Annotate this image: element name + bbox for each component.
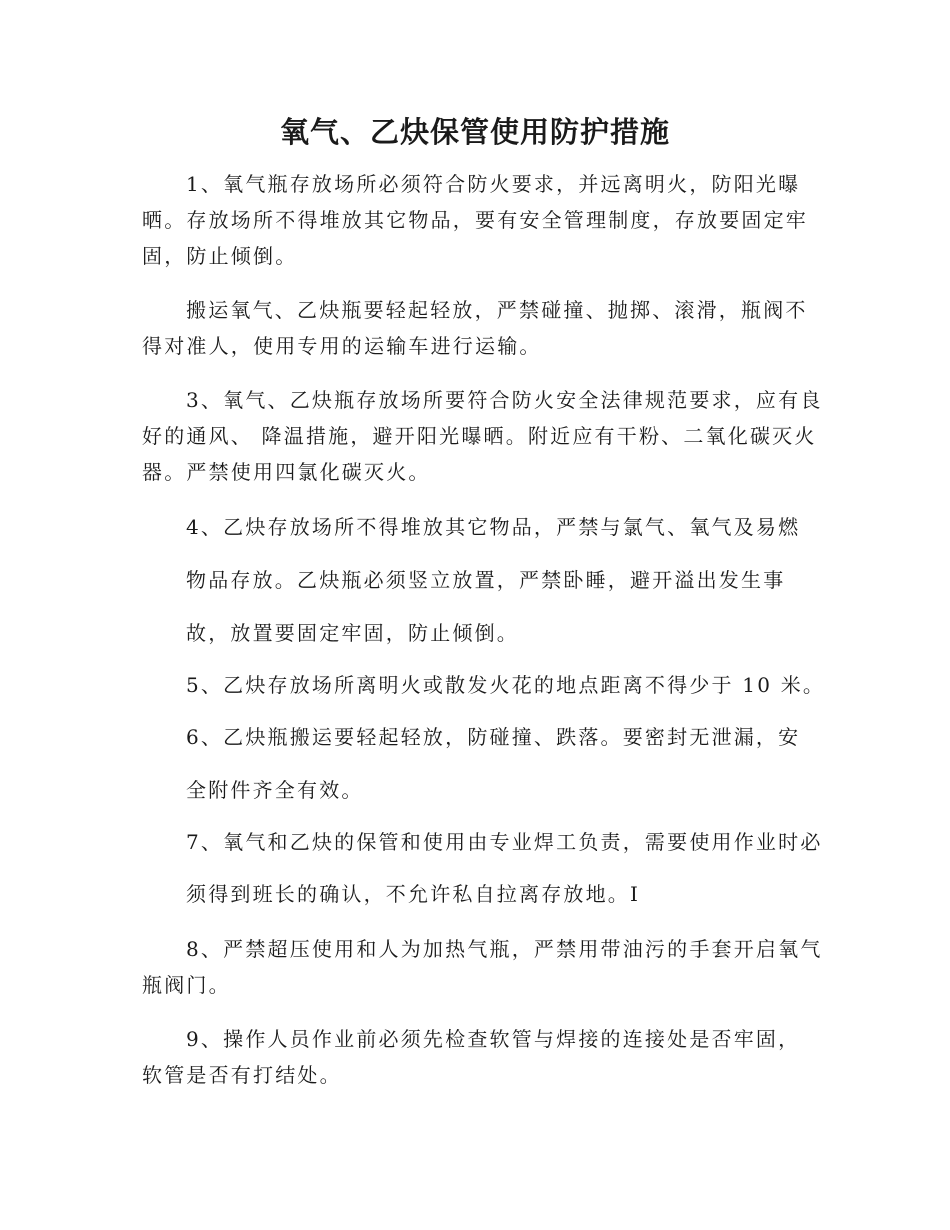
item-9-line-1: 9、操作人员作业前必须先检查软管与焊接的连接处是否牢固， <box>186 1027 801 1051</box>
item-4-line-2: 物品存放。乙炔瓶必须竖立放置，严禁卧睡，避开溢出发生事 <box>186 568 786 592</box>
document-title: 氧气、乙炔保管使用防护措施 <box>279 115 670 149</box>
item-2-line-1: 搬运氧气、乙炔瓶要轻起轻放，严禁碰撞、抛掷、滚滑，瓶阀不 <box>186 298 808 322</box>
item-4-line-3: 故，放置要固定牢固，防止倾倒。 <box>186 621 519 645</box>
item-5-line-1: 5、乙炔存放场所离明火或散发火花的地点距离不得少于 10 米。 <box>186 673 826 697</box>
item-3-line-3: 器。严禁使用四氯化碳灭火。 <box>142 460 431 484</box>
item-2-line-2: 得对准人，使用专用的运输车进行运输。 <box>142 334 542 358</box>
item-1-line-2: 晒。存放场所不得堆放其它物品，要有安全管理制度，存放要固定牢 <box>142 208 808 232</box>
item-3-line-1: 3、氧气、乙炔瓶存放场所要符合防火安全法律规范要求，应有良 <box>186 388 823 412</box>
item-6-line-1: 6、乙炔瓶搬运要轻起轻放，防碰撞、跌落。要密封无泄漏，安 <box>186 725 801 749</box>
item-1-line-1: 1、氧气瓶存放场所必须符合防火要求，并远离明火，防阳光曝 <box>186 172 801 196</box>
item-6-line-2: 全附件齐全有效。 <box>186 778 364 802</box>
item-9-line-2: 软管是否有打结处。 <box>142 1063 342 1087</box>
item-8-line-1: 8、严禁超压使用和人为加热气瓶，严禁用带油污的手套开启氧气 <box>186 937 823 961</box>
item-7-line-1: 7、氧气和乙炔的保管和使用由专业焊工负责，需要使用作业时必 <box>186 830 823 854</box>
item-1-line-3: 固，防止倾倒。 <box>142 244 298 268</box>
item-4-line-1: 4、乙炔存放场所不得堆放其它物品，严禁与氯气、氧气及易燃 <box>186 515 801 539</box>
item-8-line-2: 瓶阀门。 <box>142 973 231 997</box>
item-3-line-2: 好的通风、 降温措施，避开阳光曝晒。附近应有干粉、二氧化碳灭火 <box>142 424 817 448</box>
item-7-line-2: 须得到班长的确认，不允许私自拉离存放地。I <box>186 882 641 906</box>
